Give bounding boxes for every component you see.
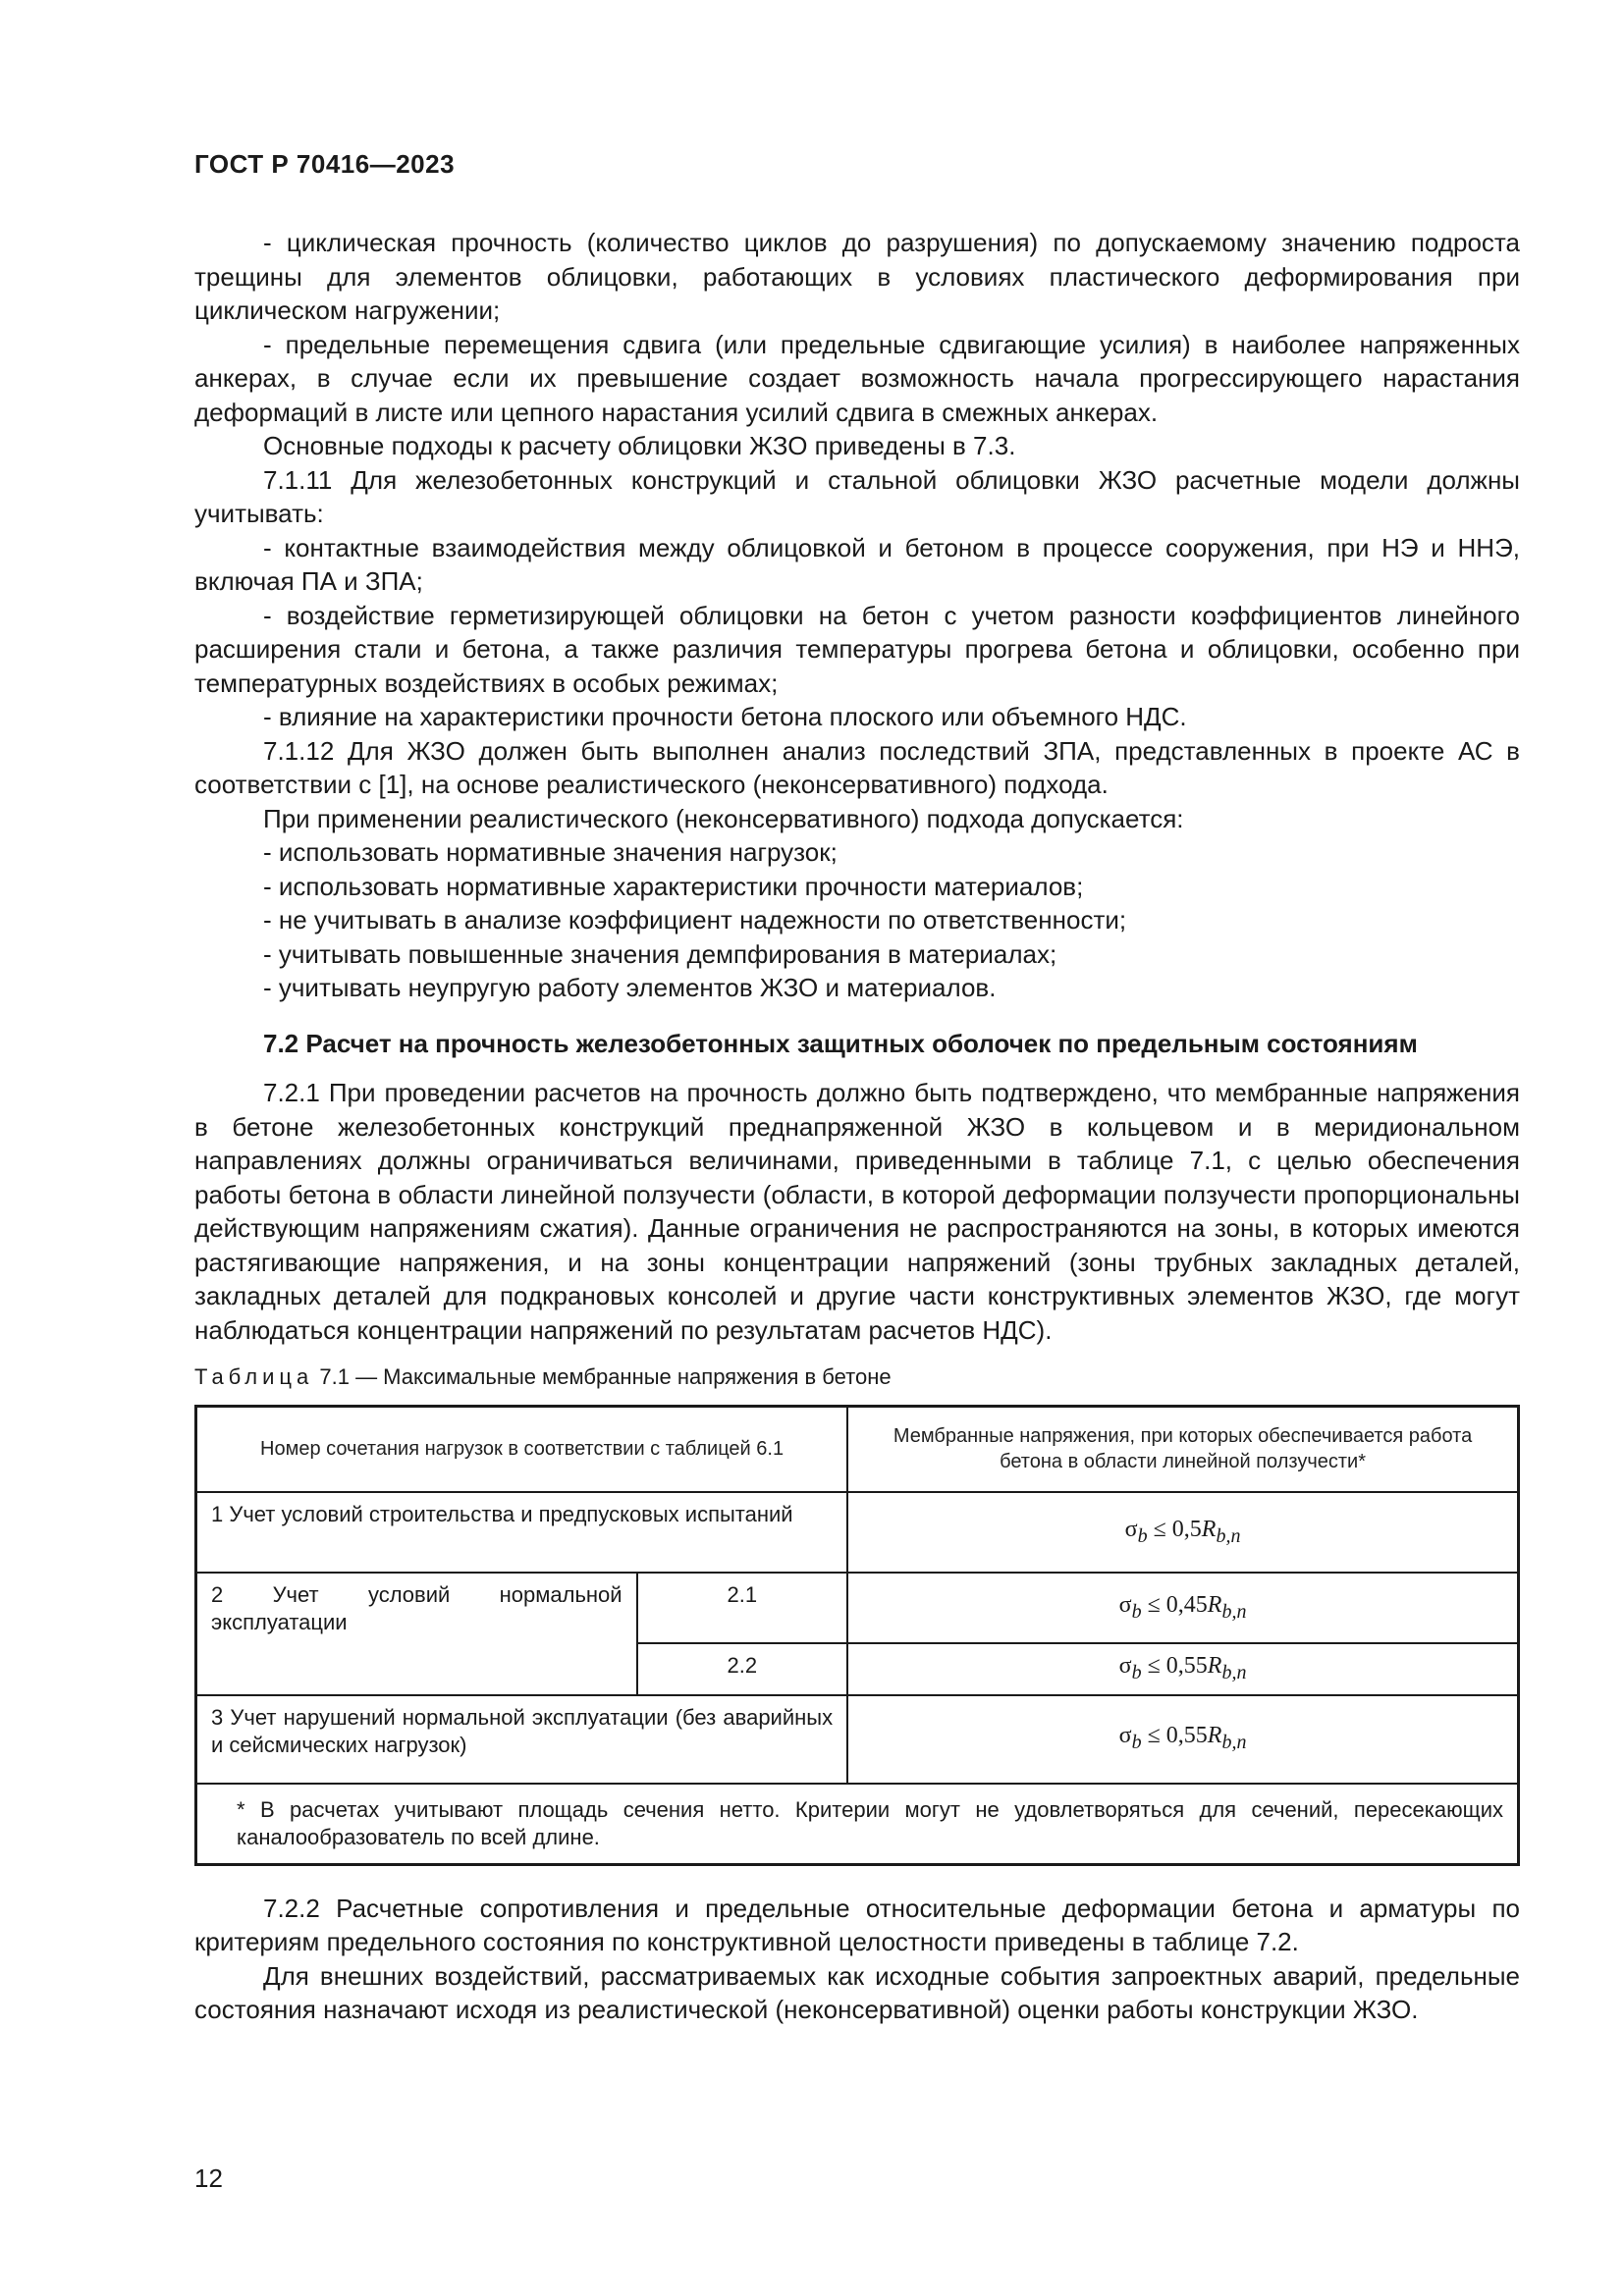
- formula-coef: 0,55: [1165, 1653, 1208, 1679]
- table-footnote: * В расчетах учитывают площадь сечения нетто. Критерии могут не удовлетворяться для сечений, пересекающих каналообразователь по всей длине.: [196, 1784, 1519, 1865]
- clause-7-1-12: 7.1.12 Для ЖЗО должен быть выполнен анализ последствий ЗПА, представленных в проекте АС в соответствии с [1], на основе реалистического (неконсервативного) подхода.: [194, 735, 1520, 799]
- clause-7-2-1: 7.2.1 При проведении расчетов на прочность должно быть подтверждено, что мембранные напряжения в бетоне железобетонных конструкций преднапряженной ЖЗО в кольцевом и в меридиональном направлениях должны ограничиваться величинами, приведенными в таблице 7.1, с целью обеспечения работы бетона в области линейной ползучести (области, в которой деформации ползучести пропорциональны действующим напряжениям сжатия). Данные ограничения не распространяются на зоны, в которых имеются растягивающие напряжения, и на зоны концентрации напряжений (зоны трубных закладных деталей, закладных деталей для подкрановых консолей и другие части конструктивных элементов ЖЗО, где могут наблюдаться концентрации напряжений по результатам расчетов НДС).: [194, 1078, 1520, 1345]
- table-header-row: [196, 1406, 1519, 1492]
- bullet-paragraph: - циклическая прочность (количество циклов до разрушения) по допускаемому значению подроста трещины для элементов облицовки, работающих в условиях пластического деформирования при циклическом нагружении;: [194, 228, 1520, 325]
- document-header: ГОСТ Р 70416—2023: [194, 149, 456, 179]
- clause-7-1-11: 7.1.11 Для железобетонных конструкций и стальной облицовки ЖЗО расчетные модели должны учитывать:: [194, 464, 1520, 528]
- stress-table: [194, 1405, 1520, 1866]
- list-item: - учитывать неупругую работу элементов ЖЗО и материалов.: [263, 973, 997, 1002]
- list-item: - использовать нормативные характеристики прочности материалов;: [263, 871, 1084, 901]
- list-item: - не учитывать в анализе коэффициент надежности по ответственности;: [263, 905, 1127, 934]
- list-item: - использовать нормативные значения нагрузок;: [263, 837, 838, 867]
- table-caption: [194, 1361, 1520, 1395]
- row-label: 3 Учет нарушений нормальной эксплуатации (без аварийных и сейсмических нагрузок): [196, 1695, 848, 1784]
- table-footnote-row: [196, 1784, 1519, 1865]
- header-cell-stress: Мембранные напряжения, при которых обеспечивается работа бетона в области линейной ползучести*: [847, 1406, 1518, 1492]
- section-title: 7.2 Расчет на прочность железобетонных защитных оболочек по предельным состояниям: [263, 1028, 1418, 1058]
- row-subnumber: 2.2: [637, 1643, 848, 1695]
- document-body: [194, 226, 1520, 2027]
- row-subnumber: 2.1: [637, 1573, 848, 1643]
- table-caption-word: Таблица: [194, 1364, 314, 1389]
- table-row: [196, 1695, 1519, 1784]
- paragraph: Для внешних воздействий, рассматриваемых как исходные события запроектных аварий, предельные состояния назначают исходя из реалистической (неконсервативной) оценки работы конструкции ЖЗО.: [194, 1960, 1520, 2025]
- table-row: [196, 1492, 1519, 1573]
- bullet-paragraph: - воздействие герметизирующей облицовки на бетон с учетом разности коэффициентов линейного расширения стали и бетона, а также различия температуры прогрева бетона и облицовки, особенно при температурных воздействиях в особых режимах;: [194, 600, 1520, 698]
- page-number: 12: [194, 2163, 223, 2193]
- list-item: - учитывать повышенные значения демпфирования в материалах;: [263, 938, 1057, 969]
- bullet-paragraph: - контактные взаимодействия между облицовкой и бетоном в процессе сооружения, при НЭ и ННЭ, включая ПА и ЗПА;: [194, 532, 1520, 596]
- table-caption-text: 7.1 — Максимальные мембранные напряжения в бетоне: [313, 1364, 892, 1389]
- clause-7-2-2: 7.2.2 Расчетные сопротивления и предельные относительные деформации бетона и арматуры по критериям предельного состояния по конструктивной целостности приведены в таблице 7.2.: [194, 1893, 1520, 1957]
- header-cell-combination: Номер сочетания нагрузок в соответствии с таблицей 6.1: [196, 1406, 848, 1492]
- paragraph: Основные подходы к расчету облицовки ЖЗО приведены в 7.3.: [263, 431, 1016, 460]
- stress-formula: $\sigma_b \le 0,55R_{b,n}$: [847, 1643, 1518, 1695]
- bullet-paragraph: - предельные перемещения сдвига (или предельные сдвигающие усилия) в наиболее напряженных анкерах, в случае если их превышение создает возможность начала прогрессирующего нарастания деформаций в листе или цепного нарастания усилий сдвига в смежных анкерах.: [194, 329, 1520, 427]
- stress-formula: $\sigma_b \le 0,5R_{b,n}$: [847, 1492, 1518, 1573]
- bullet-paragraph: - влияние на характеристики прочности бетона плоского или объемного НДС.: [263, 702, 1187, 731]
- table-row: [196, 1573, 1519, 1643]
- stress-formula: $\sigma_b \le 0,45R_{b,n}$: [847, 1573, 1518, 1643]
- formula-coef: 0,45: [1165, 1591, 1208, 1618]
- row-label: 2 Учет условий нормальной эксплуатации: [196, 1573, 637, 1695]
- formula-coef: 0,5: [1171, 1516, 1202, 1542]
- formula-coef: 0,55: [1165, 1723, 1208, 1749]
- stress-formula: $\sigma_b \le 0,55R_{b,n}$: [847, 1695, 1518, 1784]
- paragraph: При применении реалистического (неконсервативного) подхода допускается:: [263, 803, 1184, 833]
- row-label: 1 Учет условий строительства и предпусковых испытаний: [196, 1492, 848, 1573]
